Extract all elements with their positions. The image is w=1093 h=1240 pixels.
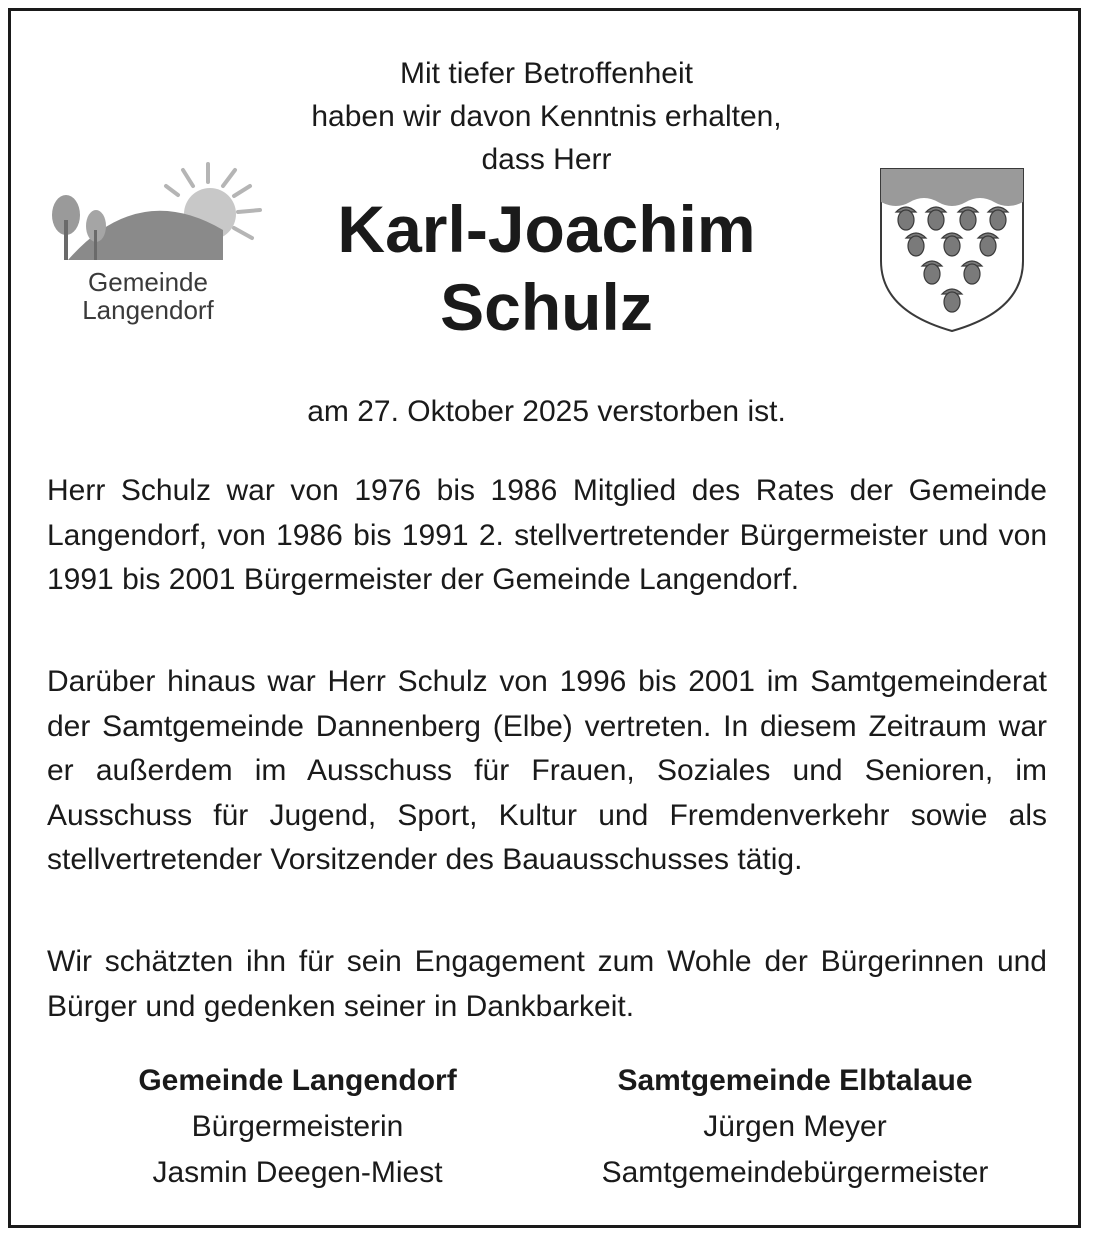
date-of-death: am 27. Oktober 2025 verstorben ist. <box>307 395 786 428</box>
coat-of-arms-icon <box>878 166 1026 334</box>
signature-langendorf <box>70 1058 525 1196</box>
paragraph-council: Herr Schulz war von 1976 bis 1986 Mitglied des Rates der Gemeinde Langendorf, von 1986 bis 1991 2. stellvertretender Bürgermeister und von 1991 bis 2001 Bürgermeister der Gemeinde Langendorf. <box>47 474 1047 596</box>
municipality-logo <box>48 160 273 340</box>
intro-text <box>200 52 893 181</box>
signature-title: Samtgemeindebürgermeister <box>601 1156 989 1189</box>
signature-elbtalaue <box>545 1058 1045 1196</box>
logo-text <box>68 268 228 324</box>
signature-title: Bürgermeisterin <box>191 1110 404 1143</box>
deceased-last-name: Schulz <box>440 270 653 344</box>
intro-line-1: Mit tiefer Betroffenheit <box>400 57 693 90</box>
signature-org: Samtgemeinde Elbtalaue <box>617 1064 973 1097</box>
deceased-first-name: Karl-Joachim <box>337 192 756 266</box>
deceased-name <box>250 190 843 346</box>
intro-line-2: haben wir davon Kenntnis erhalten, <box>311 100 782 133</box>
paragraph-samtgemeinde: Darüber hinaus war Herr Schulz von 1996 bis 2001 im Samtgemeinderat der Samtgemeinde Dannenberg (Elbe) vertreten. In diesem Zeitraum war er außerdem im Ausschuss für Frauen, Soziales und Senioren, im Ausschuss für Jugend, Sport, Kultur und Fremdenverkehr sowie als stellvertretender Vorsitzender des Bauausschusses tätig. <box>47 665 1047 876</box>
paragraph-gratitude: Wir schätzten ihn für sein Engagement zum Wohle der Bürgerinnen und Bürger und gedenken seiner in Dankbarkeit. <box>47 945 1047 1023</box>
signature-org: Gemeinde Langendorf <box>138 1064 457 1097</box>
logo-text-line1: Gemeinde <box>88 267 208 297</box>
signature-person: Jasmin Deegen-Miest <box>152 1156 443 1189</box>
intro-line-3: dass Herr <box>481 143 612 176</box>
coat-of-arms <box>878 166 1026 334</box>
signature-person: Jürgen Meyer <box>703 1110 887 1143</box>
logo-text-line2: Langendorf <box>82 295 214 325</box>
